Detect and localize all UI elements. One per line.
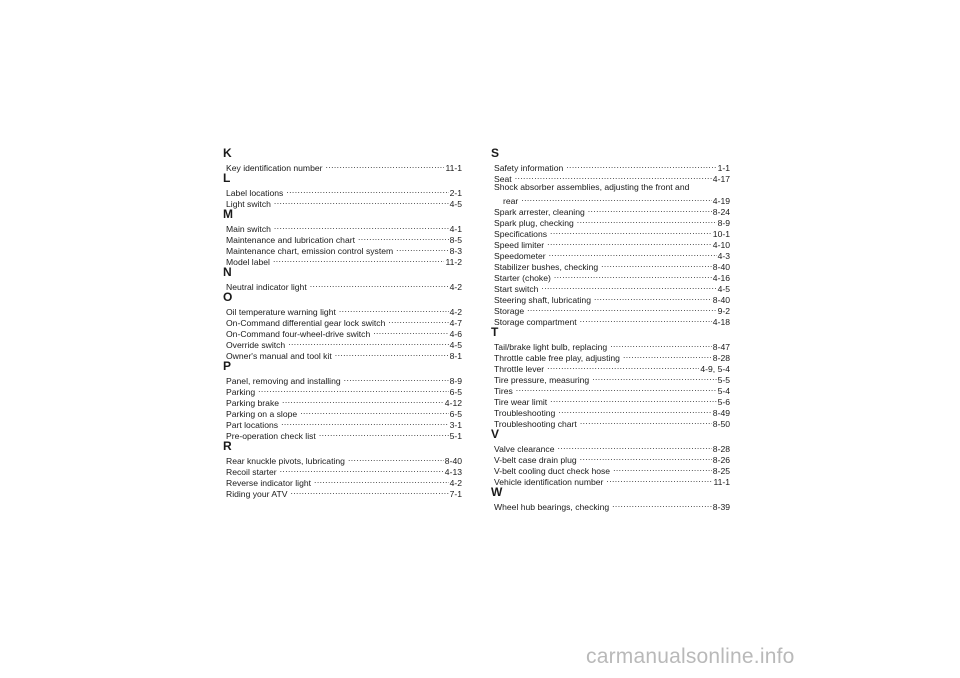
dot-leader: [566, 160, 716, 171]
dot-leader: [358, 232, 449, 243]
entry-text: rear: [503, 196, 519, 206]
index-column-right: [491, 146, 730, 510]
dot-leader: [515, 171, 712, 182]
page-number: 4-19: [712, 196, 730, 206]
page-number: 4-5: [449, 340, 462, 350]
page-number: 8-40: [712, 295, 730, 305]
dot-leader: [577, 215, 717, 226]
page-number: 4-16: [712, 273, 730, 283]
dot-leader: [554, 270, 712, 281]
entry-text: Wheel hub bearings, checking: [494, 502, 610, 512]
entry-text: Maintenance chart, emission control system: [226, 246, 394, 256]
page-number: 8-40: [712, 262, 730, 272]
page-number: 8-3: [449, 246, 462, 256]
page-number: 1-1: [717, 163, 730, 173]
index-entry: [223, 221, 462, 232]
entry-text: Maintenance and lubrication chart: [226, 235, 355, 245]
dot-leader: [344, 373, 449, 384]
index-column-left: [223, 146, 462, 497]
dot-leader: [549, 248, 717, 259]
entry-text: Parking: [226, 387, 256, 397]
entry-text: Starter (choke): [494, 273, 551, 283]
index-entry: [491, 394, 730, 405]
dot-leader: [558, 441, 712, 452]
entry-text: Tire wear limit: [494, 397, 548, 407]
dot-leader: [319, 428, 449, 439]
page-number: 11-1: [713, 477, 730, 487]
entry-text: Stabilizer bushes, checking: [494, 262, 599, 272]
page-number: 4-2: [449, 282, 462, 292]
page-number: 8-1: [449, 351, 462, 361]
section-letter: W: [491, 485, 503, 499]
dot-leader: [558, 405, 711, 416]
page-number: 8-39: [712, 502, 730, 512]
dot-leader: [290, 486, 448, 497]
index-entry: [223, 304, 462, 315]
entry-text: Specifications: [494, 229, 548, 239]
section-letter: O: [223, 290, 233, 304]
page-number: 8-9: [717, 218, 730, 228]
dot-leader: [335, 348, 449, 359]
dot-leader: [527, 303, 716, 314]
dot-leader: [373, 326, 448, 337]
page-number: 8-50: [712, 419, 730, 429]
dot-leader: [300, 406, 448, 417]
watermark-text: carmanualsonline.info: [586, 645, 795, 668]
index-entry: [491, 182, 730, 193]
index-entry: [491, 204, 730, 215]
entry-text: On-Command four-wheel-drive switch: [226, 329, 371, 339]
dot-leader: [580, 416, 712, 427]
entry-text: Reverse indicator light: [226, 478, 312, 488]
page-number: 4-12: [444, 398, 462, 408]
entry-text: Speed limiter: [494, 240, 545, 250]
entry-text: Spark plug, checking: [494, 218, 574, 228]
dot-leader: [310, 279, 449, 290]
dot-leader: [274, 221, 449, 232]
page-number: 4-6: [449, 329, 462, 339]
entry-text: Speedometer: [494, 251, 546, 261]
dot-leader: [594, 292, 712, 303]
entry-text: On-Command differential gear lock switch: [226, 318, 386, 328]
section-letter: L: [223, 171, 231, 185]
page-number: 8-5: [449, 235, 462, 245]
dot-leader: [541, 281, 716, 292]
entry-text: Tail/brake light bulb, replacing: [494, 342, 608, 352]
page-number: 4-2: [449, 478, 462, 488]
entry-text: Label locations: [226, 188, 284, 198]
section-letter: T: [491, 325, 499, 339]
section-letter: V: [491, 427, 500, 441]
dot-leader: [280, 464, 444, 475]
page-number: 8-28: [712, 444, 730, 454]
dot-leader: [339, 304, 449, 315]
page-number: 8-49: [712, 408, 730, 418]
index-entry: [223, 453, 462, 464]
index-entry: [491, 499, 730, 510]
entry-text: Pre-operation check list: [226, 431, 316, 441]
entry-text: Throttle cable free play, adjusting: [494, 353, 620, 363]
page-number: 6-5: [449, 409, 462, 419]
entry-text: Parking brake: [226, 398, 280, 408]
index-entry: [491, 339, 730, 350]
dot-leader: [613, 463, 712, 474]
section-letter: M: [223, 207, 233, 221]
section-letter: S: [491, 146, 500, 160]
dot-leader: [314, 475, 449, 486]
entry-text: Tires: [494, 386, 513, 396]
entry-text: Oil temperature warning light: [226, 307, 336, 317]
entry-text: Shock absorber assemblies, adjusting the front and: [494, 182, 690, 192]
dot-leader: [282, 395, 444, 406]
entry-text: Rear knuckle pivots, lubricating: [226, 456, 345, 466]
entry-text: Vehicle identification number: [494, 477, 604, 487]
index-entry: [223, 373, 462, 384]
entry-text: Recoil starter: [226, 467, 277, 477]
index-entry: [491, 193, 730, 204]
entry-text: Neutral indicator light: [226, 282, 307, 292]
page-number: 10-1: [712, 229, 730, 239]
entry-text: Storage compartment: [494, 317, 577, 327]
dot-leader: [606, 474, 712, 485]
page-number: 11-1: [445, 163, 462, 173]
dot-leader: [281, 417, 449, 428]
dot-leader: [550, 394, 716, 405]
dot-leader: [588, 204, 712, 215]
dot-leader: [612, 499, 712, 510]
page-number: 4-7: [449, 318, 462, 328]
index-entry: [491, 383, 730, 394]
page-number: 4-2: [449, 307, 462, 317]
index-entry: [223, 395, 462, 406]
page-number: 8-26: [712, 455, 730, 465]
entry-text: Owner's manual and tool kit: [226, 351, 332, 361]
page-number: 4-17: [712, 174, 730, 184]
page-number: 8-9: [449, 376, 462, 386]
entry-text: Tire pressure, measuring: [494, 375, 590, 385]
entry-text: Part locations: [226, 420, 279, 430]
entry-text: Parking on a slope: [226, 409, 298, 419]
entry-text: V-belt case drain plug: [494, 455, 577, 465]
page-number: 2-1: [449, 188, 462, 198]
page-number: 8-28: [712, 353, 730, 363]
dot-leader: [258, 384, 448, 395]
dot-leader: [388, 315, 448, 326]
entry-text: V-belt cooling duct check hose: [494, 466, 611, 476]
dot-leader: [288, 337, 448, 348]
page-number: 4-5: [717, 284, 730, 294]
index-entry: [491, 171, 730, 182]
dot-leader: [274, 196, 449, 207]
entry-text: Panel, removing and installing: [226, 376, 341, 386]
dot-leader: [396, 243, 448, 254]
entry-text: Light switch: [226, 199, 271, 209]
dot-leader: [326, 160, 445, 171]
page-number: 3-1: [449, 420, 462, 430]
entry-text: Troubleshooting chart: [494, 419, 577, 429]
section-letter: K: [223, 146, 232, 160]
index-entry: [223, 185, 462, 196]
page-number: 4-10: [712, 240, 730, 250]
index-entry: [491, 160, 730, 171]
entry-text: Safety information: [494, 163, 564, 173]
entry-text: Storage: [494, 306, 525, 316]
entry-text: Throttle lever: [494, 364, 545, 374]
entry-text: Override switch: [226, 340, 286, 350]
section-letter: N: [223, 265, 232, 279]
dot-leader: [273, 254, 444, 265]
dot-leader: [547, 361, 699, 372]
dot-leader: [348, 453, 444, 464]
dot-leader: [601, 259, 712, 270]
entry-text: Key identification number: [226, 163, 323, 173]
index-entry: [491, 441, 730, 452]
dot-leader: [592, 372, 716, 383]
page-number: 7-1: [449, 489, 462, 499]
dot-leader: [550, 226, 712, 237]
page-number: 5-6: [717, 397, 730, 407]
index-entry: [223, 160, 462, 171]
entry-text: Seat: [494, 174, 512, 184]
entry-text: Valve clearance: [494, 444, 555, 454]
entry-text: Riding your ATV: [226, 489, 288, 499]
dot-leader: [610, 339, 712, 350]
page-number: 11-2: [445, 257, 462, 267]
dot-leader: [547, 237, 712, 248]
page-number: 4-5: [449, 199, 462, 209]
page-number: 5-1: [449, 431, 462, 441]
page-number: 4-13: [444, 467, 462, 477]
page-number: 8-40: [444, 456, 462, 466]
page-number: 6-5: [449, 387, 462, 397]
entry-text: Spark arrester, cleaning: [494, 207, 585, 217]
index-entry: [223, 384, 462, 395]
dot-leader: [580, 452, 712, 463]
entry-text: Start switch: [494, 284, 539, 294]
dot-leader: [286, 185, 448, 196]
entry-text: Steering shaft, lubricating: [494, 295, 591, 305]
page-number: 5-5: [717, 375, 730, 385]
dot-leader: [623, 350, 712, 361]
entry-text: Model label: [226, 257, 270, 267]
section-letter: P: [223, 359, 232, 373]
page-number: 8-24: [712, 207, 730, 217]
page-number: 4-18: [712, 317, 730, 327]
page-number: 4-1: [449, 224, 462, 234]
page-number: 5-4: [717, 386, 730, 396]
dot-leader: [580, 314, 712, 325]
entry-text: Main switch: [226, 224, 271, 234]
page-number: 4-3: [717, 251, 730, 261]
page-number: 8-47: [712, 342, 730, 352]
page-number: 8-25: [712, 466, 730, 476]
index-entry: [491, 303, 730, 314]
entry-text: Troubleshooting: [494, 408, 556, 418]
section-letter: R: [223, 439, 232, 453]
dot-leader: [516, 383, 717, 394]
page-number: 9-2: [717, 306, 730, 316]
page-number: 4-9, 5-4: [700, 364, 730, 374]
index-entry: [223, 279, 462, 290]
dot-leader: [521, 193, 712, 204]
